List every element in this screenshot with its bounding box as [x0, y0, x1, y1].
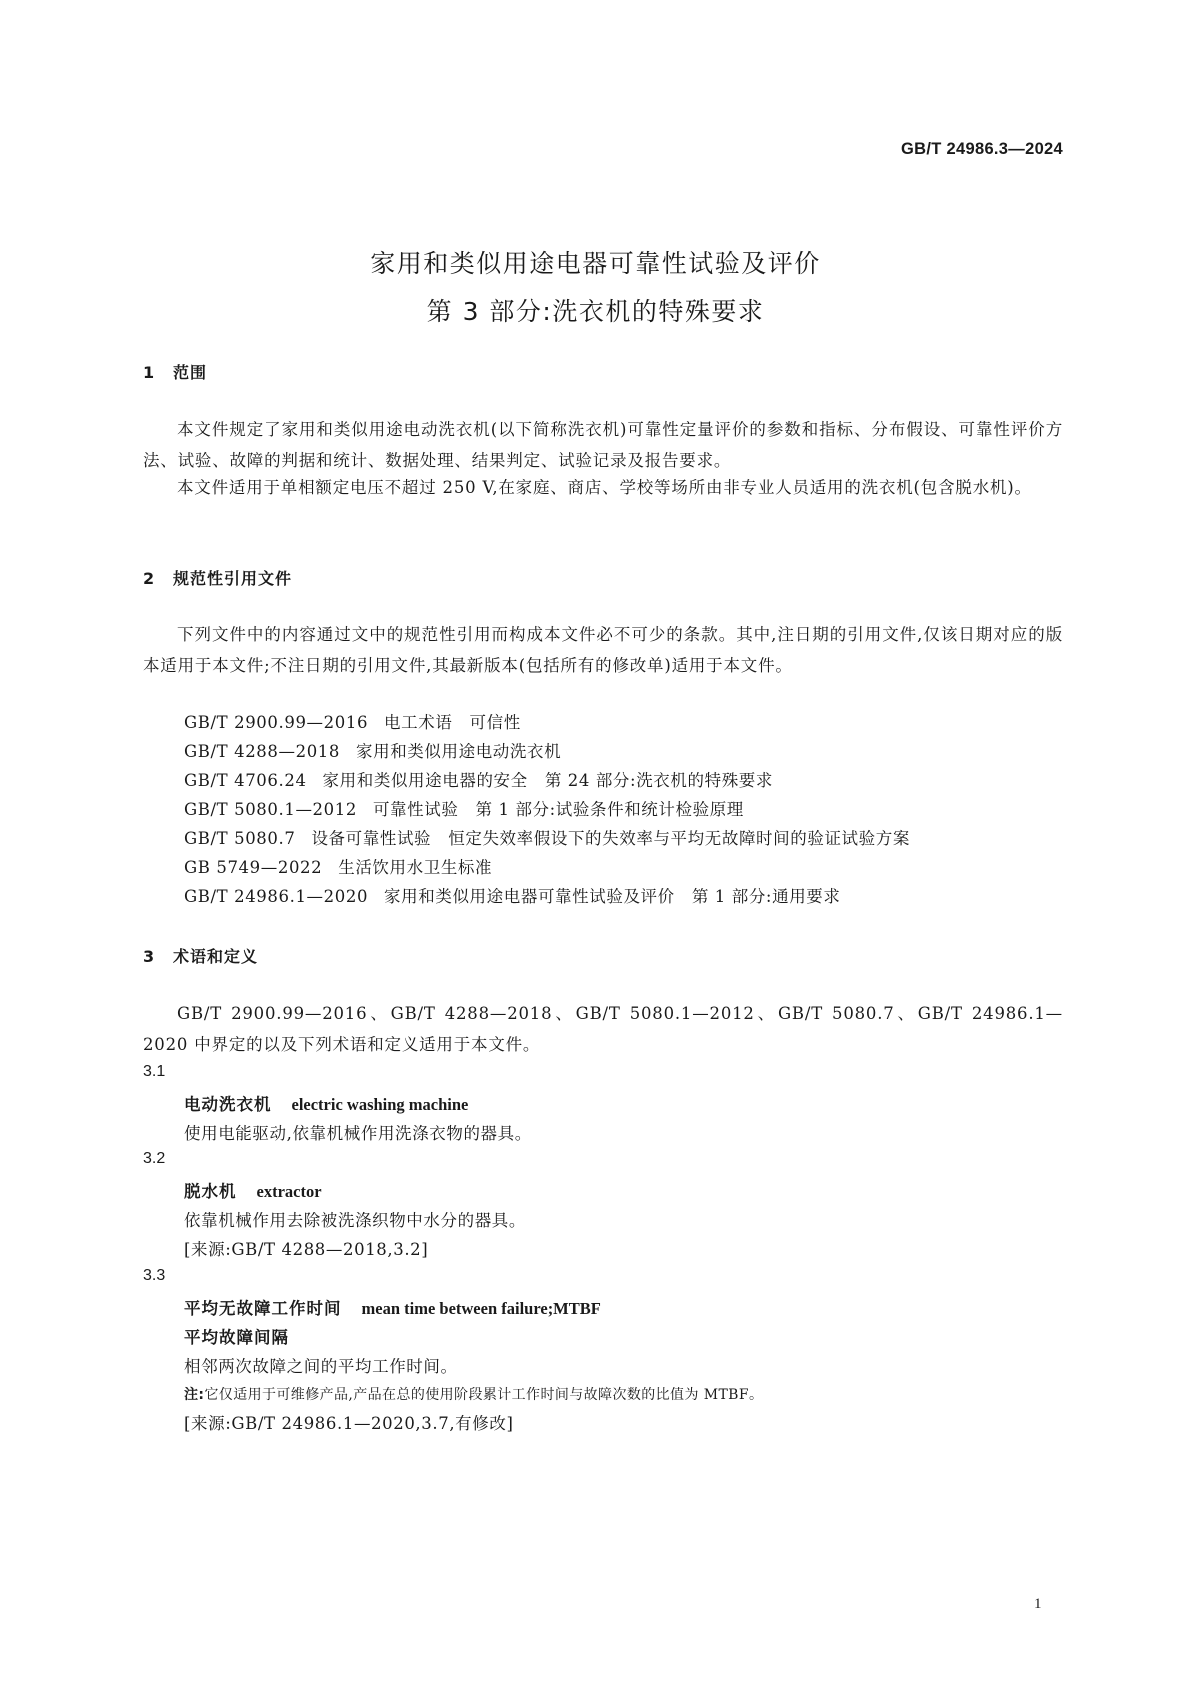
reference-code: GB/T 4288—2018 — [184, 742, 340, 761]
section-3-heading — [143, 944, 258, 967]
terms-intro: GB/T 2900.99—2016、GB/T 4288—2018、GB/T 5080.1—2012、GB/T 5080.7、GB/T 24986.1—2020 中界定的以及下列术语和定义适用于本文件。 — [143, 1004, 1063, 1054]
section-1-heading — [143, 360, 207, 383]
term-note — [184, 1384, 763, 1404]
note-label: 注: — [184, 1387, 205, 1403]
term-en: electric washing machine — [291, 1095, 469, 1114]
reference-title: 可靠性试验 第 1 部分:试验条件和统计检验原理 — [372, 800, 744, 819]
term-definition: 使用电能驱动,依靠机械作用洗涤衣物的器具。 — [184, 1124, 532, 1143]
scope-paragraph-2: 本文件适用于单相额定电压不超过 250 V,在家庭、商店、学校等场所由非专业人员适用的洗衣机(包含脱水机)。 — [177, 478, 1032, 497]
document-title-line1: 家用和类似用途电器可靠性试验及评价 — [370, 249, 821, 278]
reference-code: GB/T 4706.24 — [184, 771, 307, 790]
reference-title: 家用和类似用途电动洗衣机 — [356, 742, 562, 761]
section-number: 1 — [143, 363, 156, 382]
term-alt-zh: 平均故障间隔 — [184, 1328, 289, 1347]
reference-item — [184, 825, 910, 849]
reference-code: GB/T 2900.99—2016 — [184, 713, 369, 732]
section-number: 2 — [143, 569, 156, 588]
term-definition: 相邻两次故障之间的平均工作时间。 — [184, 1357, 458, 1376]
term-number: 3.1 — [143, 1063, 166, 1080]
term-number: 3.3 — [143, 1267, 166, 1284]
section-number: 3 — [143, 947, 156, 966]
reference-title: 家用和类似用途电器的安全 第 24 部分:洗衣机的特殊要求 — [322, 771, 773, 790]
document-title-line2: 第 3 部分:洗衣机的特殊要求 — [426, 297, 765, 326]
reference-code: GB/T 24986.1—2020 — [184, 887, 369, 906]
reference-item — [184, 796, 744, 820]
reference-title: 电工术语 可信性 — [384, 713, 521, 732]
reference-item — [184, 883, 841, 907]
standard-code: GB/T 24986.3—2024 — [901, 140, 1063, 158]
reference-item — [184, 738, 561, 762]
reference-item — [184, 767, 773, 791]
section-title: 规范性引用文件 — [173, 569, 293, 588]
reference-item — [184, 854, 492, 878]
references-intro: 下列文件中的内容通过文中的规范性引用而构成本文件必不可少的条款。其中,注日期的引用文件,仅该日期对应的版本适用于本文件;不注日期的引用文件,其最新版本(包括所有的修改单)适用于本文件。 — [143, 625, 1063, 675]
term-source: [来源:GB/T 24986.1—2020,3.7,有修改] — [184, 1414, 514, 1433]
scope-paragraph-1: 本文件规定了家用和类似用途电动洗衣机(以下简称洗衣机)可靠性定量评价的参数和指标、分布假设、可靠性评价方法、试验、故障的判据和统计、数据处理、结果判定、试验记录及报告要求。 — [143, 420, 1063, 470]
reference-item — [184, 709, 521, 733]
note-text: 它仅适用于可维修产品,产品在总的使用阶段累计工作时间与故障次数的比值为 MTBF。 — [204, 1387, 764, 1403]
term-zh: 脱水机 — [184, 1182, 237, 1201]
term-definition: 依靠机械作用去除被洗涤织物中水分的器具。 — [184, 1211, 526, 1230]
term-en: mean time between failure;MTBF — [361, 1299, 601, 1318]
term-source: [来源:GB/T 4288—2018,3.2] — [184, 1240, 429, 1259]
term-en: extractor — [256, 1182, 322, 1201]
reference-title: 家用和类似用途电器可靠性试验及评价 第 1 部分:通用要求 — [384, 887, 841, 906]
term-heading — [184, 1295, 601, 1319]
reference-code: GB/T 5080.1—2012 — [184, 800, 357, 819]
section-title: 术语和定义 — [173, 947, 259, 966]
page-number: 1 — [1034, 1596, 1042, 1612]
section-2-heading — [143, 566, 292, 589]
reference-code: GB/T 5080.7 — [184, 829, 296, 848]
reference-code: GB 5749—2022 — [184, 858, 323, 877]
term-number: 3.2 — [143, 1150, 166, 1167]
section-title: 范围 — [173, 363, 208, 382]
reference-title: 生活饮用水卫生标准 — [338, 858, 493, 877]
term-heading — [184, 1091, 468, 1115]
term-alt-heading — [184, 1324, 289, 1348]
term-zh: 平均无故障工作时间 — [184, 1299, 342, 1318]
term-zh: 电动洗衣机 — [184, 1095, 272, 1114]
term-heading — [184, 1178, 322, 1202]
reference-title: 设备可靠性试验 恒定失效率假设下的失效率与平均无故障时间的验证试验方案 — [311, 829, 910, 848]
